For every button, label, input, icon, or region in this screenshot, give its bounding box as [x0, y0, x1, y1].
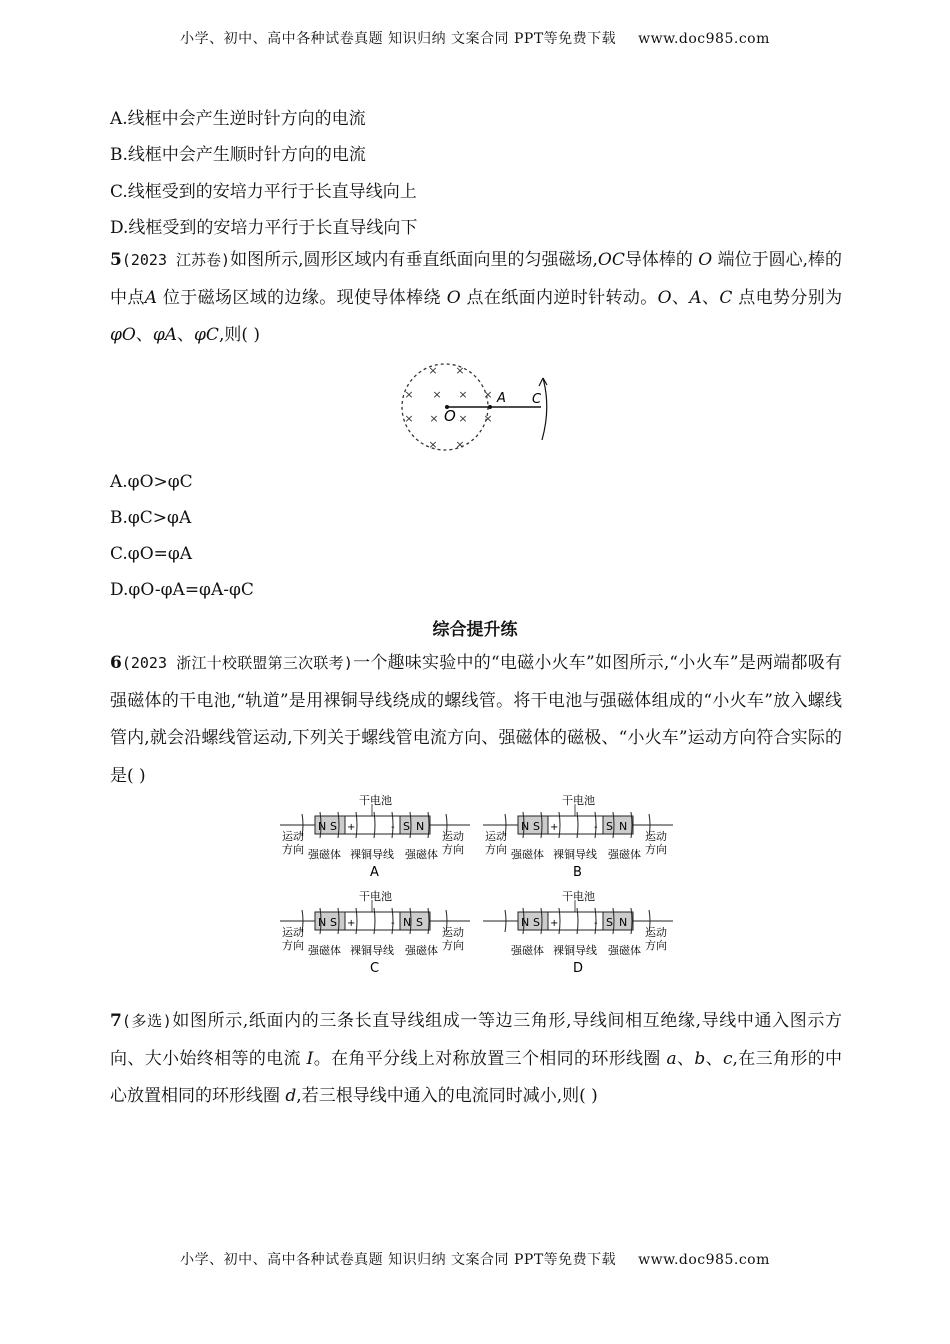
motion-label: 运动	[442, 830, 464, 843]
cross-mark: ×	[455, 364, 465, 377]
q4-option-c: C.线框受到的安培力平行于长直导线向上	[110, 182, 417, 202]
q5-text: 、	[177, 325, 195, 345]
battery-label: 干电池	[562, 890, 595, 903]
direction-label: 方向	[282, 939, 304, 952]
motion-label: 运动	[442, 926, 464, 939]
q5-text: 点电势分别为	[738, 287, 843, 308]
q5-oc: OC	[597, 250, 625, 270]
cross-mark: ×	[483, 412, 493, 425]
arrow-head-icon	[539, 378, 547, 386]
magnet-label: 强磁体	[511, 944, 544, 957]
q5-text: 端位于圆心,棒的中点	[110, 250, 843, 308]
battery-minus: -	[391, 822, 395, 833]
panel-label-c: C	[370, 961, 380, 976]
q5-text: 导体棒的	[624, 250, 693, 270]
battery-plus: +	[347, 918, 356, 929]
magnet-label: 强磁体	[405, 848, 438, 861]
panel-label-d: D	[573, 961, 584, 976]
pole-s: S	[533, 820, 540, 833]
cross-mark: ×	[404, 388, 414, 401]
q4-option-d: D.线框受到的安培力平行于长直导线向下	[110, 218, 418, 238]
q5-option-b: B.φC>φA	[110, 508, 192, 528]
pole-n: N	[521, 820, 530, 833]
cross-mark: ×	[432, 388, 442, 401]
q5-option-a: A.φO>φC	[110, 472, 193, 492]
panel-b	[483, 793, 673, 880]
panel-c	[280, 889, 470, 976]
magnet-label: 强磁体	[308, 944, 341, 957]
q5-source: (2023 江苏卷)	[121, 251, 231, 269]
battery-plus: +	[550, 918, 559, 929]
magnet-label: 强磁体	[511, 848, 544, 861]
q6-figure	[280, 790, 675, 980]
magnet-label: 强磁体	[608, 944, 641, 957]
q7-sep: 、	[676, 1048, 695, 1069]
point-a	[488, 405, 492, 409]
direction-label: 方向	[485, 843, 507, 856]
motion-label: 运动	[645, 830, 667, 843]
page-header	[0, 28, 950, 48]
q5-phi-c: φC	[194, 325, 219, 345]
page-footer	[0, 1249, 950, 1269]
q7-b: b	[694, 1048, 706, 1069]
q7-d: d	[285, 1086, 297, 1106]
cross-mark: ×	[428, 438, 438, 451]
q5-number: 5	[110, 250, 122, 270]
q7-i: I	[306, 1048, 314, 1069]
q5-a: A	[689, 287, 702, 308]
magnet-label: 强磁体	[608, 848, 641, 861]
label-c: C	[532, 392, 542, 407]
q6-text: 一个趣味实验中的“电磁小火车”如图所示,“小火车”是两端都吸有强磁体的干电池,“轨道”是用裸铜导线绕成的螺线管。将干电池与强磁体组成的“小火车”放入螺线管内,就会沿螺线管运动,下列关于螺线管电流方向、强磁体的磁极、“小火车”运动方向符合实际的是( )	[110, 653, 843, 786]
wire-label: 裸铜导线	[553, 848, 597, 861]
cross-mark: ×	[429, 412, 439, 425]
q5-o: O	[657, 287, 672, 308]
direction-label: 方向	[645, 939, 667, 952]
q5-text: 点在纸面内逆时针转动。	[466, 287, 658, 308]
battery-minus: -	[594, 918, 598, 929]
wire-label: 裸铜导线	[553, 944, 597, 957]
q5-magnetic-field-figure	[395, 360, 555, 460]
pole-s: S	[403, 820, 410, 833]
q5-phi-a: φA	[152, 325, 178, 345]
cross-mark: ×	[455, 438, 465, 451]
q5-c: C	[719, 287, 733, 308]
q5-text: 、	[671, 287, 690, 308]
q4-option-b: B.线框中会产生顺时针方向的电流	[110, 145, 366, 165]
q7-text: ,在三角形的中心放置相同的环形线圈	[110, 1048, 843, 1106]
q5-text: 、	[135, 325, 153, 345]
footer-text: 小学、初中、高中各种试卷真题 知识归纳 文案合同 PPT等免费下载	[180, 1252, 617, 1268]
q6-source: (2023 浙江十校联盟第三次联考)	[121, 654, 353, 672]
direction-label: 方向	[282, 843, 304, 856]
pole-n: N	[403, 916, 412, 929]
q7-text: 。在角平分线上对称放置三个相同的环形线圈	[313, 1048, 661, 1069]
battery-plus: +	[347, 822, 356, 833]
direction-label: 方向	[645, 843, 667, 856]
q5-text: 位于磁场区域的边缘。现使导体棒绕	[162, 287, 441, 308]
q7-text: ,若三根导线中通入的电流同时减小,则( )	[296, 1086, 598, 1106]
battery-label: 干电池	[359, 794, 392, 807]
pole-s: S	[606, 916, 613, 929]
pole-s: S	[416, 916, 423, 929]
pole-s: S	[606, 820, 613, 833]
section-title: 综合提升练	[432, 620, 518, 640]
pole-s: S	[533, 916, 540, 929]
rotation-arrow	[542, 378, 547, 440]
cross-mark: ×	[404, 412, 414, 425]
label-a: A	[497, 391, 506, 406]
q5-text: 、	[701, 287, 720, 308]
q5-phi-o: φO	[110, 325, 136, 345]
q5-option-d: D.φO-φA=φA-φC	[110, 580, 254, 600]
q7-stem	[110, 1003, 842, 1116]
q7-text: 如图所示,纸面内的三条长直导线组成一等边三角形,导线间相互绝缘,导线中通入图示方向、大小始终相等的电流	[110, 1011, 842, 1069]
panel-label-b: B	[573, 865, 582, 880]
wire-label: 裸铜导线	[350, 848, 394, 861]
cross-mark: ×	[458, 388, 468, 401]
pole-n: N	[521, 916, 530, 929]
header-url[interactable]: www.doc985.com	[638, 31, 770, 47]
battery-label: 干电池	[562, 794, 595, 807]
cross-mark: ×	[458, 412, 468, 425]
pole-n: N	[619, 916, 628, 929]
q6-stem	[110, 645, 842, 795]
q5-option-c: C.φO=φA	[110, 544, 193, 564]
pole-s: S	[330, 916, 337, 929]
q5-text: 如图所示,圆形区域内有垂直纸面向里的匀强磁场,	[230, 250, 598, 270]
cross-mark: ×	[483, 388, 493, 401]
q7-a: a	[666, 1048, 677, 1069]
pole-s: S	[330, 820, 337, 833]
label-o: O	[444, 407, 456, 425]
motion-label: 运动	[282, 830, 304, 843]
q5-stem	[110, 242, 842, 355]
q7-tag: (多选)	[121, 1012, 172, 1030]
direction-label: 方向	[442, 843, 464, 856]
magnet-label: 强磁体	[308, 848, 341, 861]
direction-label: 方向	[442, 939, 464, 952]
battery-label: 干电池	[359, 890, 392, 903]
battery-minus: -	[594, 822, 598, 833]
q5-text: ,则( )	[218, 325, 261, 345]
pole-n: N	[619, 820, 628, 833]
pole-n: N	[318, 820, 327, 833]
pole-n: N	[416, 820, 425, 833]
motion-label: 运动	[485, 830, 507, 843]
q5-o: O	[446, 287, 461, 308]
panel-a	[280, 793, 470, 880]
q6-number: 6	[110, 653, 122, 673]
wire-label: 裸铜导线	[350, 944, 394, 957]
q5-a: A	[144, 287, 158, 308]
panel-label-a: A	[370, 865, 379, 880]
battery-minus: -	[391, 918, 395, 929]
q7-sep: 、	[705, 1048, 723, 1069]
battery-plus: +	[550, 822, 559, 833]
q7-number: 7	[110, 1011, 122, 1031]
header-text: 小学、初中、高中各种试卷真题 知识归纳 文案合同 PPT等免费下载	[180, 31, 617, 47]
motion-label: 运动	[282, 926, 304, 939]
q7-c: c	[723, 1048, 733, 1069]
pole-n: N	[318, 916, 327, 929]
q4-option-a: A.线框中会产生逆时针方向的电流	[110, 109, 366, 129]
motion-label: 运动	[645, 926, 667, 939]
cross-mark: ×	[428, 364, 438, 377]
panel-d	[483, 889, 673, 976]
q5-o: O	[698, 250, 713, 270]
footer-url[interactable]: www.doc985.com	[638, 1252, 770, 1268]
magnet-label: 强磁体	[405, 944, 438, 957]
